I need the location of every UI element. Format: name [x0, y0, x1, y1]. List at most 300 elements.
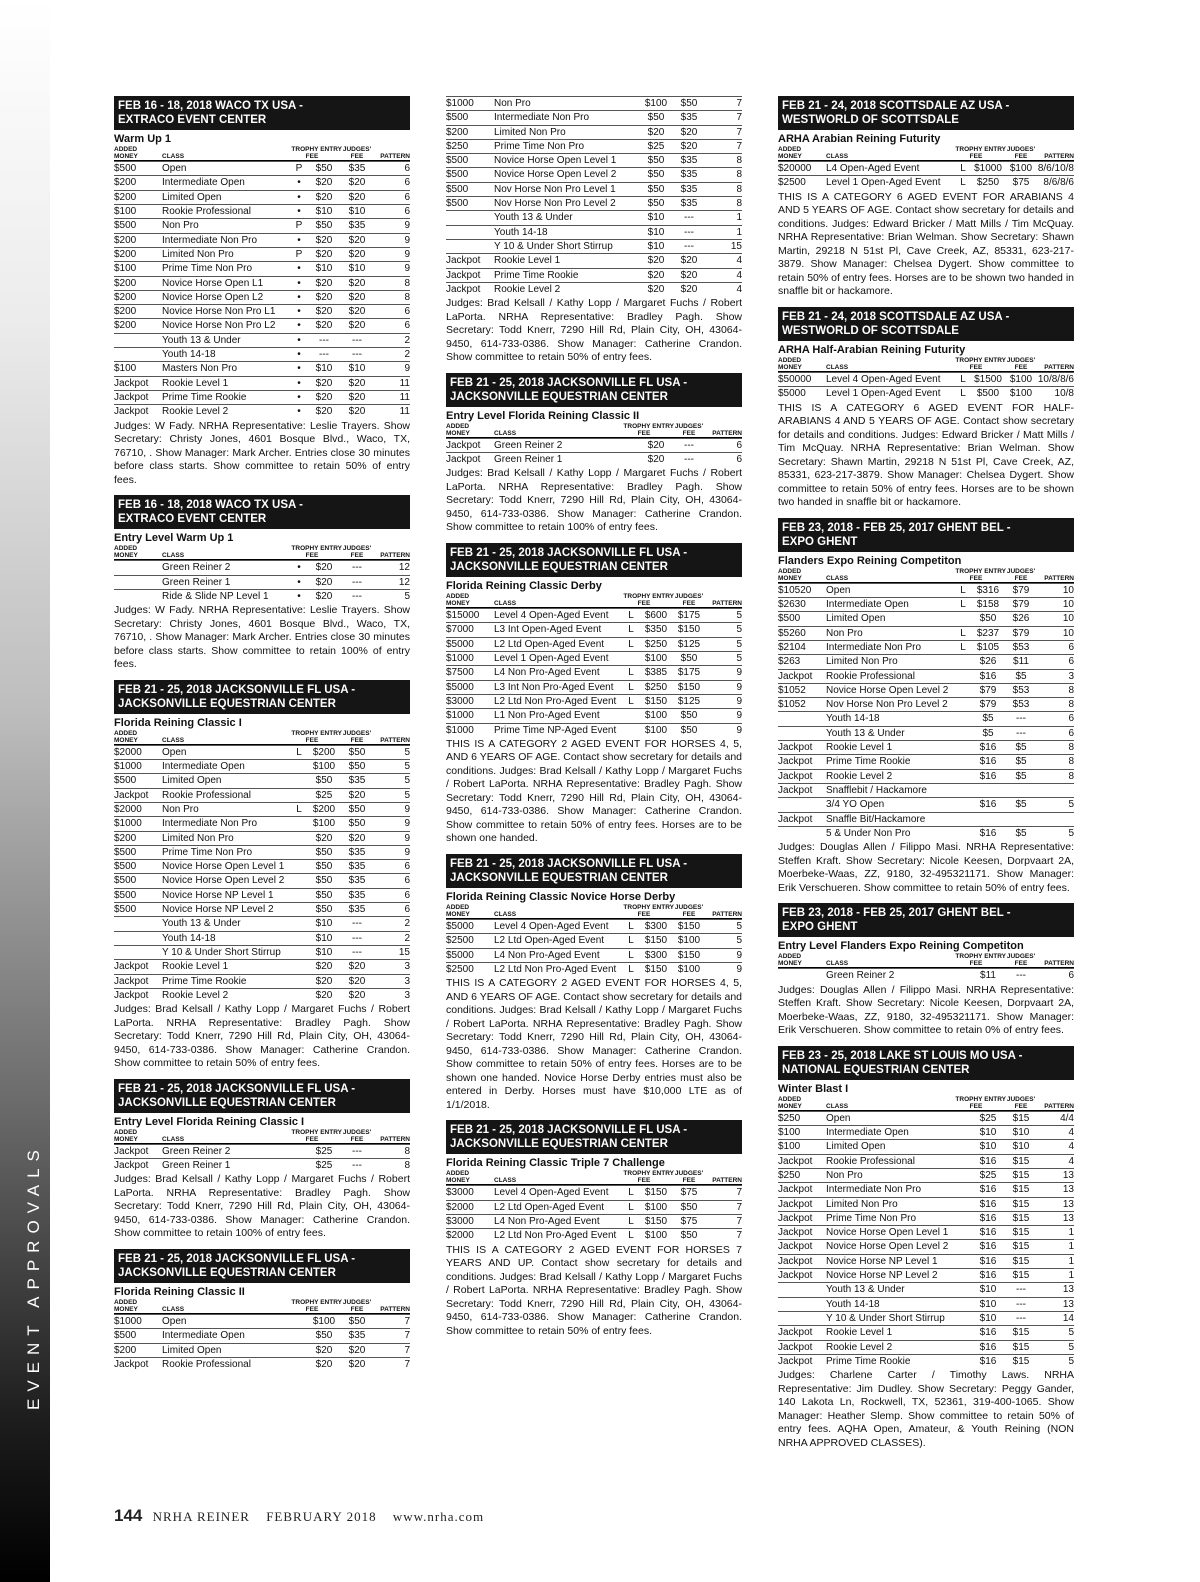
trophy — [292, 931, 306, 945]
added-money — [446, 211, 494, 225]
judges-fee: --- — [1006, 1297, 1036, 1311]
trophy — [956, 1197, 970, 1211]
col-class-blank — [162, 146, 222, 153]
entry-fee: $100 — [638, 97, 674, 111]
pattern: 8 — [1036, 683, 1074, 697]
entry-fee: $10 — [306, 262, 342, 276]
class-table — [778, 372, 1074, 401]
class-name: Limited Open — [826, 1140, 956, 1154]
entry-fee: $16 — [970, 1211, 1006, 1225]
trophy — [292, 974, 306, 988]
entry-fee: $10 — [638, 211, 674, 225]
judges-fee: $35 — [342, 845, 372, 859]
col-trophy-entry: TROPHY ENTRY — [623, 1170, 674, 1178]
class-name: Non Pro — [494, 97, 624, 111]
entry-fee: $25 — [970, 1168, 1006, 1182]
judges-fee: $20 — [674, 139, 704, 153]
table-row — [114, 845, 410, 859]
added-money: Jackpot — [446, 438, 494, 452]
pattern: 7 — [704, 1214, 742, 1228]
col-added: ADDED — [778, 146, 802, 154]
pattern: 15 — [704, 239, 742, 253]
class-name: Nov Horse Non Pro Level 1 — [494, 182, 624, 196]
col-class: CLASS — [494, 910, 517, 918]
class-name: Youth 14-18 — [494, 225, 624, 239]
class-table — [778, 1111, 1074, 1368]
class-name: Rookie Level 2 — [162, 988, 292, 1002]
judges-fee: $15 — [1006, 1254, 1036, 1268]
pattern: 7 — [372, 1329, 410, 1343]
table-row — [446, 254, 742, 268]
pattern: 1 — [1036, 1240, 1074, 1254]
col-pattern: PATTERN — [712, 600, 742, 608]
added-money: $500 — [446, 168, 494, 182]
trophy: • — [292, 405, 306, 419]
pattern: 8 — [1036, 755, 1074, 769]
event-listing — [778, 96, 1074, 299]
table-row — [446, 709, 742, 723]
table-row — [778, 1183, 1074, 1197]
class-name: Open — [162, 162, 292, 176]
table-row — [778, 1211, 1074, 1225]
trophy — [624, 723, 638, 737]
class-name: Snafflebit / Hackamore — [826, 783, 956, 797]
col-judges: JUDGES' — [674, 1170, 704, 1178]
trophy — [624, 438, 638, 452]
col-judges: JUDGES' — [1006, 953, 1036, 961]
added-money: $200 — [114, 276, 162, 290]
added-money: Jackpot — [446, 254, 494, 268]
pattern: 7 — [704, 1200, 742, 1214]
added-money: $1000 — [446, 652, 494, 666]
class-table — [446, 608, 742, 737]
col-trophy-entry: TROPHY ENTRY — [623, 903, 674, 911]
event-notes: Judges: Brad Kelsall / Kathy Lopp / Margaret Fuchs / Robert LaPorta. NRHA Representative: Bradley Pagh. Show Secretary: Todd Knerr, 7290 Hill Rd, Plain City, OH, 43064-9450, 614-733-0386. Show Manager: Catherine Crandon. Show committee to retain 100% of entry fees. — [446, 467, 742, 534]
class-name: Rookie Professional — [826, 1154, 956, 1168]
class-name: Level 4 Open-Aged Event — [494, 609, 624, 623]
judges-fee: $20 — [342, 190, 372, 204]
added-money: Jackpot — [114, 788, 162, 802]
added-money: $2000 — [114, 745, 162, 759]
judges-fee: $50 — [342, 817, 372, 831]
col-added: ADDED — [446, 422, 470, 430]
table-row — [114, 788, 410, 802]
entry-fee: $16 — [970, 1254, 1006, 1268]
table-row — [114, 1329, 410, 1343]
table-row — [778, 826, 1074, 840]
table-row — [114, 931, 410, 945]
judges-fee: $15 — [1006, 1326, 1036, 1340]
trophy: L — [956, 387, 970, 401]
table-row — [114, 917, 410, 931]
trophy: L — [956, 640, 970, 654]
col-class-blank — [826, 568, 886, 575]
pattern: 6 — [1036, 726, 1074, 740]
table-row — [778, 1168, 1074, 1182]
class-name: Novice Horse Open Level 1 — [162, 860, 292, 874]
entry-fee: $20 — [306, 176, 342, 190]
judges-fee: --- — [342, 931, 372, 945]
added-money: $100 — [778, 1140, 826, 1154]
class-name: Level 1 Open-Aged Event — [494, 652, 624, 666]
judges-fee: $100 — [674, 934, 704, 948]
pattern: 1 — [704, 211, 742, 225]
pattern: 8 — [372, 290, 410, 304]
judges-fee: $75 — [674, 1186, 704, 1200]
class-name: L3 Int Non Pro-Aged Event — [494, 680, 624, 694]
entry-fee: $16 — [970, 669, 1006, 683]
entry-fee: $20 — [638, 282, 674, 296]
entry-fee: $20 — [638, 268, 674, 282]
table-row — [778, 683, 1074, 697]
class-name: Rookie Level 1 — [826, 1326, 956, 1340]
entry-fee: $16 — [970, 826, 1006, 840]
class-name: Novice Horse Open Level 1 — [494, 154, 624, 168]
event-class-title: Florida Reining Classic Triple 7 Challenge — [446, 1157, 665, 1170]
pattern: 8 — [1036, 698, 1074, 712]
judges-fee: $35 — [674, 111, 704, 125]
judges-fee: $5 — [1006, 826, 1036, 840]
entry-fee: $10 — [306, 931, 342, 945]
class-table-header — [778, 357, 1074, 372]
pattern: 9 — [372, 845, 410, 859]
col-money: MONEY — [446, 600, 470, 608]
trophy — [624, 182, 638, 196]
added-money: Jackpot — [778, 812, 826, 826]
pattern: 6 — [372, 205, 410, 219]
trophy — [292, 760, 306, 774]
col-pattern: PATTERN — [380, 1135, 410, 1143]
entry-fee: $20 — [306, 974, 342, 988]
col-added: ADDED — [114, 1128, 138, 1136]
pattern: 9 — [704, 694, 742, 708]
col-blank — [1036, 146, 1074, 153]
trophy: L — [624, 623, 638, 637]
class-name: Prime Time Rookie — [494, 268, 624, 282]
trophy: • — [292, 333, 306, 347]
col-blank — [1036, 1096, 1074, 1103]
added-money: $1000 — [114, 1315, 162, 1329]
col-class-blank — [826, 146, 886, 153]
judges-fee: $125 — [674, 637, 704, 651]
col-pattern: PATTERN — [380, 552, 410, 560]
pattern: 4 — [1036, 1140, 1074, 1154]
col-money: MONEY — [778, 153, 802, 161]
added-money: Jackpot — [778, 1326, 826, 1340]
pattern: 9 — [372, 817, 410, 831]
added-money: $100 — [114, 262, 162, 276]
class-name: Rookie Level 1 — [826, 741, 956, 755]
col-blank — [1036, 568, 1074, 575]
class-name: Limited Non Pro — [494, 125, 624, 139]
entry-fee: $100 — [638, 723, 674, 737]
judges-fee: $35 — [342, 1329, 372, 1343]
entry-fee: $100 — [638, 1200, 674, 1214]
added-money: $250 — [446, 139, 494, 153]
added-money — [114, 575, 162, 589]
entry-fee: $16 — [970, 1269, 1006, 1283]
class-name: Intermediate Open — [826, 598, 956, 612]
added-money: Jackpot — [778, 1269, 826, 1283]
trophy: • — [292, 233, 306, 247]
table-row — [446, 652, 742, 666]
table-row — [114, 802, 410, 816]
col-fee2: FEE — [682, 600, 696, 608]
event-header: FEB 21 - 25, 2018 JACKSONVILLE FL USA - JACKSONVILLE EQUESTRIAN CENTER — [446, 854, 742, 888]
added-money: Jackpot — [778, 669, 826, 683]
event-listing — [778, 518, 1074, 896]
table-row — [114, 860, 410, 874]
col-fee: FEE — [969, 574, 983, 582]
trophy — [956, 1297, 970, 1311]
table-row — [446, 197, 742, 211]
event-notes: THIS IS A CATEGORY 2 AGED EVENT FOR HORSES 4, 5, AND 6 YEARS OF AGE. Contact show secretary for details and conditions. Judges: Brad Kelsall / Kathy Lopp / Margaret Fuchs / Robert LaPorta. NRHA Representative: Bradley Pagh. Show Secretary: Todd Knerr, 7290 Hill Rd, Plain City, OH, 43064-9450, 614-733-0386. Show Manager: Catherine Crandon. Show committee to retain 50% of entry fees. Horses are to be shown one handed. Novice Horse Derby entries must also be entered in Derby. Horses must have $10,000 LTE as of 1/1/2018. — [446, 977, 742, 1111]
class-table — [114, 745, 410, 1002]
pattern: 3 — [1036, 669, 1074, 683]
table-row — [114, 760, 410, 774]
table-row — [446, 97, 742, 111]
class-name: Green Reiner 2 — [494, 438, 624, 452]
added-money: $500 — [446, 154, 494, 168]
class-name: Rookie Professional — [162, 205, 292, 219]
added-money: $5000 — [778, 387, 826, 401]
trophy: L — [956, 583, 970, 597]
trophy — [292, 817, 306, 831]
website-link[interactable]: www.nrha.com — [392, 1509, 485, 1524]
col-fee2: FEE — [350, 552, 364, 560]
table-row — [114, 745, 410, 759]
entry-fee: $10 — [306, 205, 342, 219]
class-table — [114, 560, 410, 603]
trophy — [292, 1315, 306, 1329]
table-row — [778, 372, 1074, 386]
pattern: 5 — [1036, 1340, 1074, 1354]
table-row — [778, 741, 1074, 755]
trophy: L — [956, 372, 970, 386]
entry-fee: $79 — [970, 683, 1006, 697]
event-header: FEB 16 - 18, 2018 WACO TX USA - EXTRACO EVENT CENTER — [114, 96, 410, 130]
judges-fee: $20 — [342, 960, 372, 974]
added-money: Jackpot — [778, 1340, 826, 1354]
added-money: Jackpot — [778, 1154, 826, 1168]
class-name: L1 Non Pro-Aged Event — [494, 709, 624, 723]
entry-fee: $100 — [306, 1315, 342, 1329]
class-name: Youth 13 & Under — [826, 726, 956, 740]
trophy — [956, 1354, 970, 1368]
trophy — [292, 945, 306, 959]
col-class: CLASS — [162, 153, 185, 161]
judges-fee: $150 — [674, 680, 704, 694]
trophy — [292, 1329, 306, 1343]
table-row — [778, 669, 1074, 683]
event-class-title: Florida Reining Classic Novice Horse Derby — [446, 890, 676, 903]
trophy — [624, 453, 638, 467]
col-added: ADDED — [778, 567, 802, 575]
table-row — [778, 626, 1074, 640]
pattern: 12 — [372, 561, 410, 575]
trophy — [624, 239, 638, 253]
class-name: 3/4 YO Open — [826, 798, 956, 812]
trophy — [624, 282, 638, 296]
table-row — [114, 974, 410, 988]
event-class-title: Winter Blast I — [778, 1082, 849, 1095]
table-row — [114, 233, 410, 247]
judges-fee: --- — [342, 589, 372, 603]
trophy — [624, 168, 638, 182]
pattern: 6 — [372, 305, 410, 319]
judges-fee: $53 — [1006, 698, 1036, 712]
pattern: 7 — [704, 1186, 742, 1200]
class-name: Limited Non Pro — [826, 655, 956, 669]
class-name: Youth 14-18 — [826, 1297, 956, 1311]
table-row — [114, 362, 410, 376]
pattern: 11 — [372, 405, 410, 419]
pattern: 13 — [1036, 1168, 1074, 1182]
class-name: Green Reiner 2 — [826, 969, 956, 983]
table-row — [446, 962, 742, 976]
judges-fee: $20 — [342, 247, 372, 261]
added-money: $1000 — [446, 723, 494, 737]
event-notes: THIS IS A CATEGORY 6 AGED EVENT FOR ARABIANS 4 AND 5 YEARS OF AGE. Contact show secretary for details and conditions. Judges: Edward Bricker / Matt Mills / Tim McQuay. NRHA Representative: Brian Welman. Show Secretary: Shawn Martin, 29218 N 51st Pl, Cave Creek, AZ, 85331, 623-217-3879. Show Manager: Chelsea Dygert. Show committee to retain 50% of entry fees. Horses are to be shown two handed in snaffle bit or hackamore. — [778, 190, 1074, 298]
added-money — [778, 712, 826, 726]
trophy — [956, 741, 970, 755]
pattern: 1 — [1036, 1269, 1074, 1283]
judges-fee: $5 — [1006, 669, 1036, 683]
col-pattern: PATTERN — [1044, 1102, 1074, 1110]
class-name: Limited Open — [162, 190, 292, 204]
col-fee2: FEE — [1014, 153, 1028, 161]
entry-fee: $50 — [306, 1329, 342, 1343]
pattern: 7 — [704, 125, 742, 139]
event-notes: Judges: Charlene Carter / Timothy Laws. NRHA Representative: Jim Dudley. Show Secretary: Peggy Gander, 140 Lakota Ln, Rockwell, TX, 52361, 319-400-1065. Show Manager: Heather Slemp. Show committee to retain 50% of entry fees. AQHA Open, Amateur, & Youth Reining (NON NRHA APPROVED CLASSES). — [778, 1369, 1074, 1449]
class-name: Y 10 & Under Short Stirrup — [162, 945, 292, 959]
class-name: Novice Horse NP Level 1 — [826, 1254, 956, 1268]
table-row — [778, 176, 1074, 190]
entry-fee: $20 — [306, 1358, 342, 1372]
pattern: 13 — [1036, 1211, 1074, 1225]
entry-fee: $20 — [306, 305, 342, 319]
added-money: Jackpot — [778, 1197, 826, 1211]
col-money: MONEY — [778, 363, 802, 371]
judges-fee: $35 — [342, 888, 372, 902]
class-table — [114, 1314, 410, 1371]
added-money: $500 — [778, 612, 826, 626]
col-trophy — [554, 1177, 614, 1185]
judges-fee: $50 — [342, 802, 372, 816]
pattern: 4 — [704, 254, 742, 268]
entry-fee: $100 — [638, 1229, 674, 1243]
added-money: $5000 — [446, 948, 494, 962]
judges-fee: --- — [342, 1144, 372, 1158]
entry-fee: $20 — [306, 233, 342, 247]
added-money: Jackpot — [778, 769, 826, 783]
judges-fee: $50 — [674, 709, 704, 723]
trophy — [956, 783, 970, 797]
trophy — [624, 709, 638, 723]
pattern: 6 — [372, 860, 410, 874]
class-name: Green Reiner 2 — [162, 1144, 292, 1158]
column-3 — [778, 96, 1074, 1458]
class-name: Non Pro — [826, 626, 956, 640]
added-money: $500 — [114, 162, 162, 176]
table-row — [778, 162, 1074, 176]
judges-fee: $15 — [1006, 1197, 1036, 1211]
pattern: 9 — [704, 962, 742, 976]
class-name: Green Reiner 1 — [494, 453, 624, 467]
judges-fee: $50 — [342, 760, 372, 774]
col-class-blank — [494, 593, 554, 600]
col-judges: JUDGES' — [1006, 146, 1036, 154]
trophy — [292, 860, 306, 874]
judges-fee: $11 — [1006, 655, 1036, 669]
col-money: MONEY — [114, 153, 138, 161]
judges-fee: $50 — [342, 745, 372, 759]
pattern: 6 — [1036, 969, 1074, 983]
judges-fee: $10 — [342, 362, 372, 376]
col-fee2: FEE — [1014, 363, 1028, 371]
col-trophy — [554, 911, 614, 919]
table-row — [114, 262, 410, 276]
added-money: $200 — [114, 319, 162, 333]
col-money: MONEY — [114, 552, 138, 560]
judges-fee: --- — [674, 225, 704, 239]
added-money: $100 — [114, 362, 162, 376]
class-name: Novice Horse Open Level 2 — [826, 683, 956, 697]
class-name: Rookie Level 2 — [826, 1340, 956, 1354]
judges-fee — [1006, 812, 1036, 826]
table-row — [114, 405, 410, 419]
pattern: 8 — [704, 197, 742, 211]
event-header: FEB 16 - 18, 2018 WACO TX USA - EXTRACO EVENT CENTER — [114, 495, 410, 529]
trophy — [956, 1340, 970, 1354]
class-name: Masters Non Pro — [162, 362, 292, 376]
col-judges: JUDGES' — [342, 729, 372, 737]
trophy: • — [292, 589, 306, 603]
class-table — [446, 1185, 742, 1242]
table-row — [446, 111, 742, 125]
col-fee: FEE — [969, 363, 983, 371]
event-header: FEB 23, 2018 - FEB 25, 2017 GHENT BEL - EXPO GHENT — [778, 903, 1074, 937]
table-row — [114, 1343, 410, 1357]
class-name: Level 4 Open-Aged Event — [494, 1186, 624, 1200]
class-name: L2 Ltd Open-Aged Event — [494, 1200, 624, 1214]
table-row — [446, 1229, 742, 1243]
col-class-blank — [494, 1170, 554, 1177]
event-header: FEB 21 - 25, 2018 JACKSONVILLE FL USA - JACKSONVILLE EQUESTRIAN CENTER — [446, 543, 742, 577]
event-class-title: Entry Level Warm Up 1 — [114, 532, 234, 545]
class-name: L4 Non Pro-Aged Event — [494, 1214, 624, 1228]
judges-fee: $20 — [342, 788, 372, 802]
added-money: $200 — [114, 290, 162, 304]
table-row — [778, 1340, 1074, 1354]
pattern: 5 — [372, 745, 410, 759]
added-money: Jackpot — [778, 1211, 826, 1225]
col-money: MONEY — [114, 736, 138, 744]
trophy — [956, 826, 970, 840]
pattern: 15 — [372, 945, 410, 959]
judges-fee: $20 — [674, 268, 704, 282]
trophy — [956, 1226, 970, 1240]
col-judges: JUDGES' — [342, 1299, 372, 1307]
pattern: 5 — [704, 652, 742, 666]
event-class-title: Entry Level Florida Reining Classic I — [114, 1115, 305, 1128]
entry-fee: $20 — [306, 575, 342, 589]
class-table-header — [114, 730, 410, 745]
event-listing — [446, 854, 742, 1112]
trophy: L — [624, 666, 638, 680]
col-added: ADDED — [778, 953, 802, 961]
judges-fee: $35 — [674, 168, 704, 182]
